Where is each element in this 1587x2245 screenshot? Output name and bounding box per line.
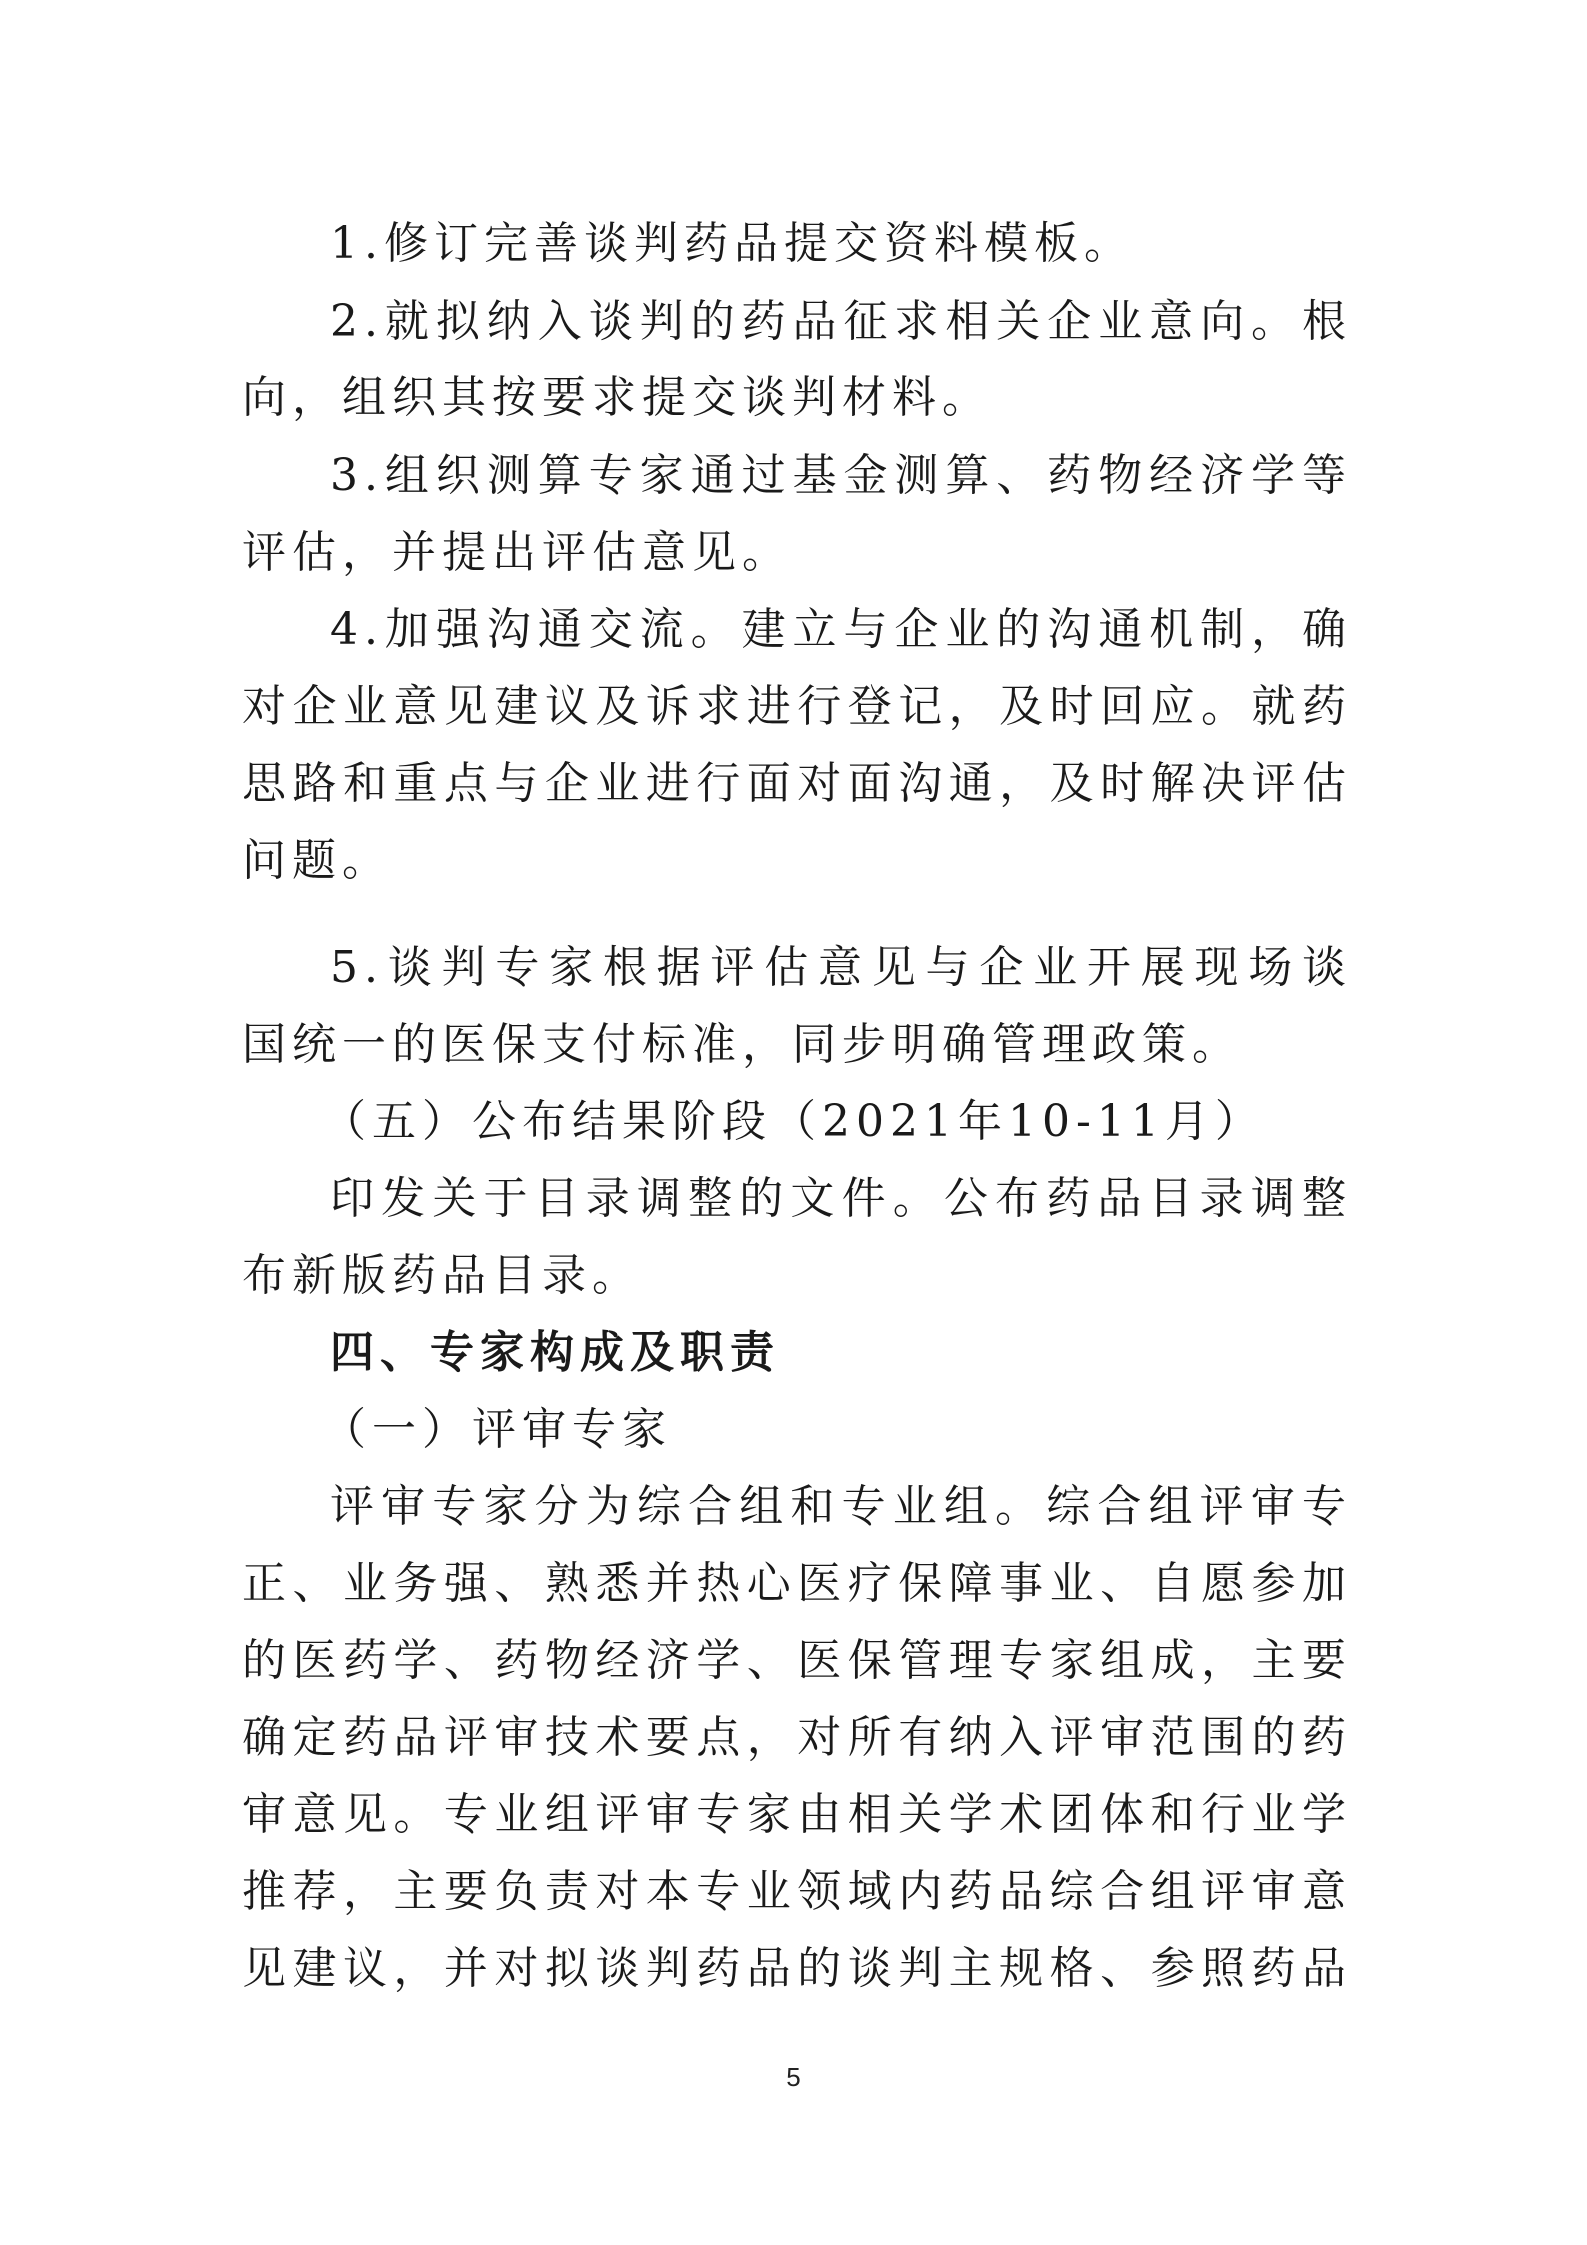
paragraph-line: 布新版药品目录。 bbox=[242, 1250, 642, 1301]
paragraph-line: 3.组织测算专家通过基金测算、药物经济学等 bbox=[330, 450, 1352, 501]
paragraph-line: 确定药品评审技术要点，对所有纳入评审范围的药 bbox=[242, 1712, 1352, 1763]
paragraph-line: 2.就拟纳入谈判的药品征求相关企业意向。根 bbox=[330, 296, 1352, 347]
paragraph-line: 的医药学、药物经济学、医保管理专家组成，主要 bbox=[242, 1635, 1352, 1686]
section-subheading: （一）评审专家 bbox=[322, 1404, 672, 1455]
paragraph-line: 印发关于目录调整的文件。公布药品目录调整 bbox=[330, 1173, 1352, 1224]
page-number: 5 bbox=[786, 2062, 801, 2092]
section-heading: 四、专家构成及职责 bbox=[330, 1327, 780, 1378]
paragraph-line: 国统一的医保支付标准，同步明确管理政策。 bbox=[242, 1019, 1242, 1070]
paragraph-line: 向，组织其按要求提交谈判材料。 bbox=[242, 372, 992, 423]
paragraph-line: 见建议，并对拟谈判药品的谈判主规格、参照药品 bbox=[242, 1943, 1352, 1994]
paragraph-line: 评审专家分为综合组和专业组。综合组评审专 bbox=[330, 1481, 1352, 1532]
paragraph-line: 思路和重点与企业进行面对面沟通，及时解决评估 bbox=[242, 758, 1352, 809]
paragraph-line: 评估，并提出评估意见。 bbox=[242, 527, 792, 578]
paragraph-line: 推荐，主要负责对本专业领域内药品综合组评审意 bbox=[242, 1866, 1352, 1917]
paragraph-line: 正、业务强、熟悉并热心医疗保障事业、自愿参加 bbox=[242, 1558, 1352, 1609]
paragraph-line: 1.修订完善谈判药品提交资料模板。 bbox=[330, 218, 1134, 269]
paragraph-line: 对企业意见建议及诉求进行登记，及时回应。就药 bbox=[242, 681, 1352, 732]
paragraph-line: 审意见。专业组评审专家由相关学术团体和行业学 bbox=[242, 1789, 1352, 1840]
paragraph-line: 4.加强沟通交流。建立与企业的沟通机制，确 bbox=[330, 604, 1352, 655]
paragraph-line: 5.谈判专家根据评估意见与企业开展现场谈 bbox=[330, 942, 1352, 993]
paragraph-line: 问题。 bbox=[242, 835, 392, 886]
section-subheading: （五）公布结果阶段（2021年10-11月） bbox=[322, 1096, 1265, 1147]
